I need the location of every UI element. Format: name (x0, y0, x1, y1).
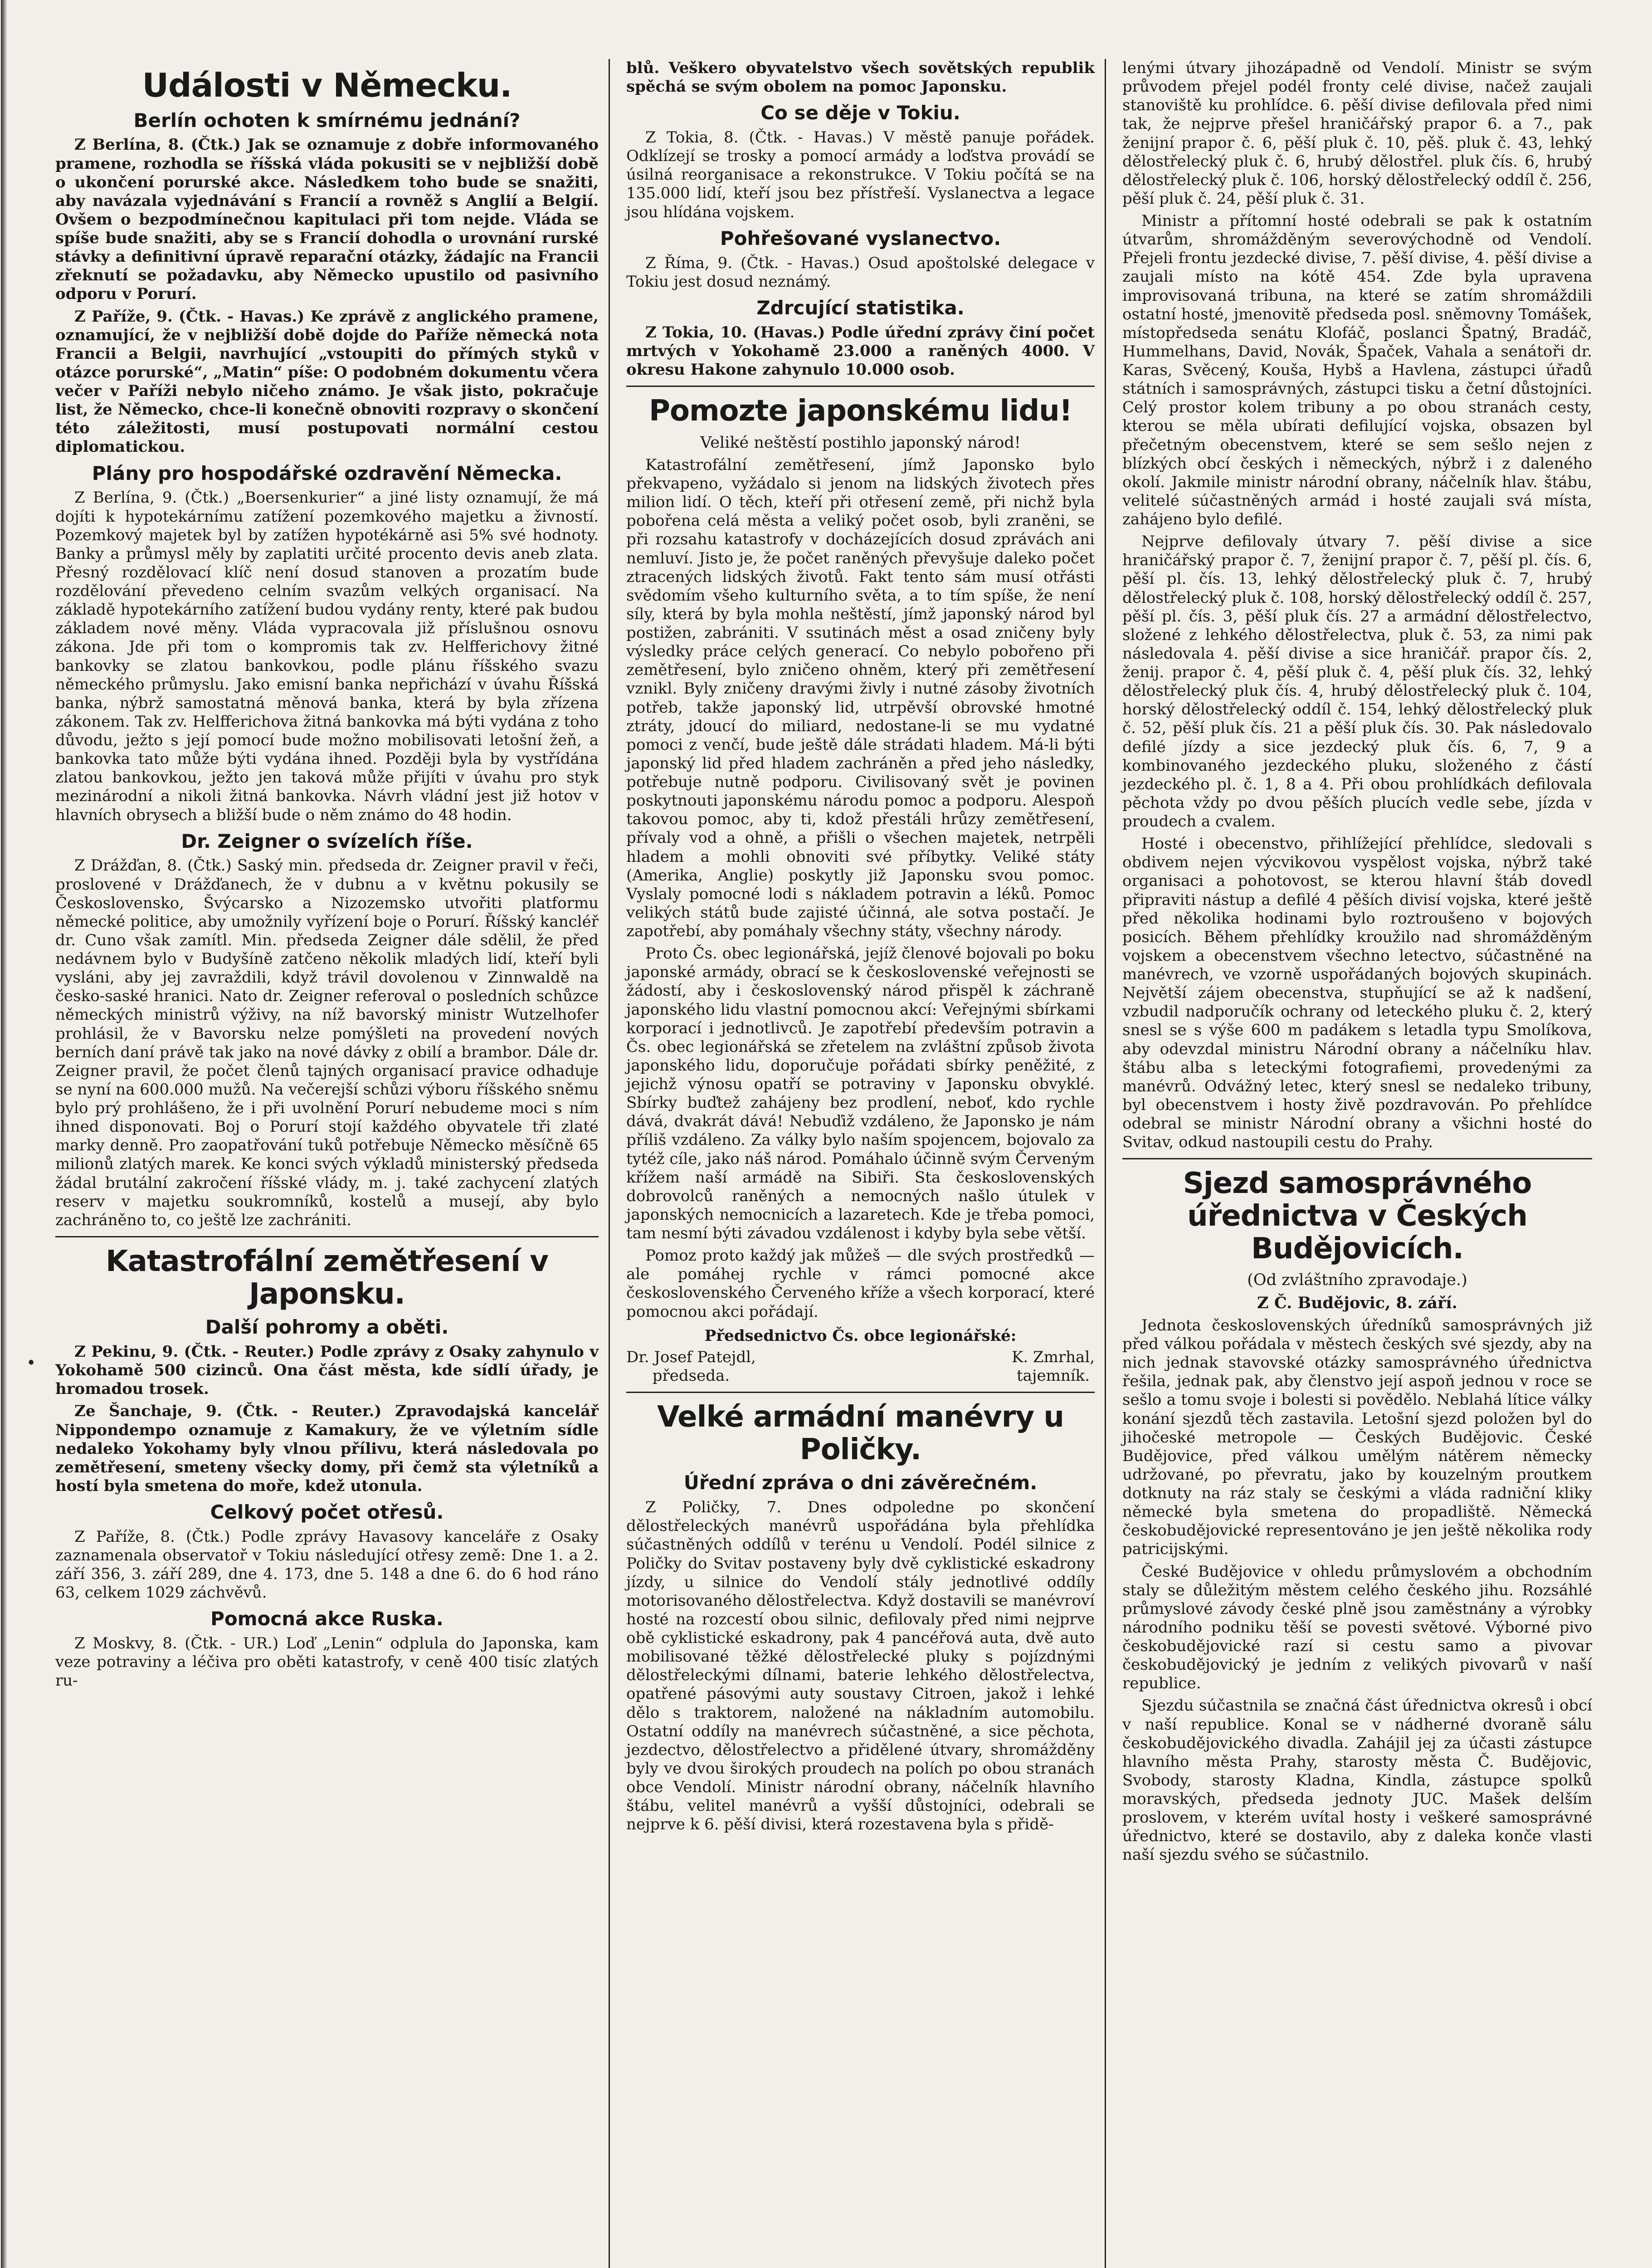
signature-left-name: Dr. Josef Patejdl, (626, 1348, 756, 1366)
column-2 (616, 59, 1106, 2268)
article-heading-germany: Události v Německu. (142, 66, 512, 104)
signature-right (1012, 1348, 1095, 1385)
article-subheading-berlin: Berlín ochoten k smírnému jednání? (133, 109, 521, 132)
signature-right-name: K. Zmrhal, (1012, 1348, 1095, 1366)
article-paragraph: Ministr a přítomní hosté odebrali se pak k ostatním útvarům, shromážděným severovýchodně od Vendolí. Přejeli frontu jezdecké divise, 7. pěší divise, 4. pěší divise a zaujali místo na kótě 454. Zde byla upravena improvisovaná tribuna, na které se zatím shromáždili ostatní hosté, jmenovitě předseda posl. sněmovny Tomášek, místopředseda senátu Klofáč, poslanci Špatný, Bradáč, Hummelhans, David, Novák, Špaček, Vahala a senátoři dr. Karas, Svěcený, Kouša, Hybš a Havlena, zástupci úřadů státních i samosprávných, zástupci tisku a četní důstojníci. Celý prostor kolem tribuny a po obou stranách cesty, kterou se měla ubírati defilující vojska, obsazen byl přečetným obecenstvem, které se sem sešlo nejen z blízkých obcí českých i německých, nýbrž i z daleného okolí. Jakmile ministr národní obrany, náčelník hlav. štábu, velitelé súčastněných armád i hosté zaujali svá místa, zahájeno bylo defilé. (1122, 212, 1592, 528)
column-divider (1122, 1158, 1592, 1159)
article-continuation: lenými útvary jihozápadně od Vendolí. Ministr se svým průvodem přejel podél fronty celé divise, načež zaujali stanoviště ku prohlídce. 6. pěší divise defilovala před nimi tak, že nejprve přešel hraničářský prapor 6. a 7., pak ženijní prapor č. 6, pěší pluk č. 10, pěš. pluk č. 43, lehký dělostřelecký pluk č. 6, hrubý dělostřel. pluk čís. 6, hrubý dělostřelecký pluk č. 106, horský dělostřelecký oddíl č. 256, pěší pluk č. 24, pěší pluk č. 31. (1122, 59, 1592, 208)
article-heading-legation: Pohřešované vyslanectvo. (720, 227, 1001, 249)
column-divider (626, 1392, 1095, 1393)
article-paragraph: Jednota československých úředníků samosprávných již před válkou pořádala v městech českých své sjezdy, aby na nich jednak stavovské otázky samosprávného úřednictva řešila, jednak pak, aby členstvo její aspoň jednou v roce se sešlo a tomu svoje i bolesti si povědělo. Neblahá lítice války konání sjezdů těch zastavila. Letošní sjezd položen byl do jihočeské metropole — Českých Budějovic. České Budějovice, před válkou umělým nátěrem německy udržované, po převratu, jako by kouzelným proutkem dotknuty na ráz staly se českými a vláda radniční kliky německé byla smetena do propadliště. Německá českobudějovické representováno je jen ještě několika rody patricijskými. (1122, 1316, 1592, 1559)
article-heading-economy: Plány pro hospodářské ozdravění Německa. (92, 462, 562, 484)
article-heading-maneuvers: Velké armádní manévry u Poličky. (657, 1400, 1064, 1466)
margin-mark: • (26, 1354, 36, 1373)
signature-heading: Předsednictvo Čs. obce legionářské: (704, 1326, 1017, 1345)
column-3 (1112, 59, 1602, 2268)
article-paragraph: Z Pekinu, 9. (Čtk. - Reuter.) Podle zprávy z Osaky zahynulo v Yokohamě 500 cizinců. Ona část města, kde sídlí úřady, je hromadou trosek. (55, 1343, 599, 1398)
signature-left-role: předseda. (652, 1366, 730, 1385)
article-paragraph: Katastrofální zemětřesení, jímž Japonsko bylo překvapeno, vyžádalo si jenom na lidských životech přes milion lidí. O těch, kteří při otřesení země, při nichž byla pobořena celá města a veliký počet osob, byli zraněni, se při rozsahu katastrofy v docházejících dosud zprávách ani nemluví. Jisto je, že počet raněných převyšuje daleko počet ztracených lidských životů. Fakt tento sám musí otřásti svědomím všeho kulturního světa, a to tím spíše, že není síly, která by byla mohla neštěstí, jímž japonský národ byl postižen, zabrániti. V ssutinách měst a osad zničeny byly výsledky práce celých generací. Co nebylo pobořeno při zemětřesení, bylo zničeno ohněm, který při zemětřesení vznikl. Byly zničeny dravými živly i nutné zásoby životních potřeb, takže japonský lid, utrpěvší obrovské hmotné ztráty, jdoucí do miliard, nedostane-li se mu vydatné pomoci z venčí, bude ještě dále strádati hladem. Má-li býti japonský lid před hladem zachráněn a před jeho následky, potřebuje nutně podporu. Civilisovaný svět je povinen poskytnouti japonskému národu pomoc a podporu. Alespoň takovou pomoc, aby ti, kdož přestáli hrůzy zemětřesení, přívaly vod a ohně, a přišli o všechen majetek, netrpěli hladem a mohli obnoviti své příbytky. Veliké státy (Amerika, Anglie) poskytly již Japonsku svou pomoc. Vyslaly pomocné lodi s nákladem potravin a léků. Pomoc velikých států bude zajisté účinná, ale sotva postačí. Je zapotřebí, aby pomáhaly všechny státy, všechny národy. (626, 455, 1095, 941)
article-continuation: blů. Veškero obyvatelstvo všech sovětských republik spěchá se svým obolem na pomoc Japonsku. (626, 59, 1095, 96)
scan-edge-shadow (1, 0, 7, 2268)
article-paragraph: České Budějovice v ohledu průmyslovém a obchodním staly se důležitým městem celého českého jihu. Rozsáhlé průmyslové závody české plně jsou zaměstnány a výrobky národního podniku těší se povesti světové. Výborné pivo českobudějovické razí si cestu samo a pivovar českobudějovický je jedním z velikých pivovarů v naší republice. (1122, 1562, 1592, 1693)
article-paragraph: Z Drážďan, 8. (Čtk.) Saský min. předseda dr. Zeigner pravil v řeči, proslovené v Drážďanech, že v dubnu a v květnu pokusily se Československo, Švýcarsko a Nizozemsko utvořiti platformu německé politice, aby umožnily vyřízení boje o Porurí. Říšský kancléř dr. Cuno však zamítl. Min. předseda Zeigner dále sdělil, že před nedávnem bylo v Budyšíně zatčeno několik mladých lidí, kteří byli vysláni, aby jej zavraždili, když trávil dovolenou v Zinnwaldě na česko-saské hranici. Nato dr. Zeigner referoval o posledních schůzce německých ministrů výživy, na níž bavorský ministr Wutzelhofer prohlásil, že v Bavorsku nelze pomýšleti na provedení nových berních daní právě tak jako na nové dávky z obilí a brambor. Dále dr. Zeigner pravil, že počet členů tajných organisací pravice odhaduje se nyní na 600.000 mužů. Na večerejší schůzi výboru říšského sněmu bylo prý prohlášeno, že i při uvolnění Porurí nebudeme moci s ním ihned disponovati. Boj o Porurí stojí každého obyvatele tři zlaté marky denně. Pro zaopatřování tuků potřebuje Německo měsíčně 65 milionů zlatých marek. Ke konci svých výkladů ministerský předseda žádal brutální zakročení říšské vlády, m. j. také zachycení zlatých reserv v majetku soukromníků, kostelů a musejí, aby bylo zachráněno to, co ještě lze zachrániti. (55, 856, 599, 1229)
article-paragraph: Z Říma, 9. (Čtk. - Havas.) Osud apoštolské delegace v Tokiu jest dosud neznámý. (626, 254, 1095, 291)
article-heading-earthquake: Katastrofální zemětřesení v Japonsku. (106, 1244, 548, 1311)
article-paragraph: Z Moskvy, 8. (Čtk. - UR.) Loď „Lenin“ odplula do Japonska, kam veze potraviny a léčiva pro oběti katastrofy, v ceně 400 tisíc zlatých ru- (55, 1634, 599, 1690)
column-1 (45, 59, 610, 2268)
article-heading-congress: Sjezd samosprávného úřednictva v Českých Budějovicích. (1183, 1167, 1532, 1266)
article-paragraph: Z Paříže, 8. (Čtk.) Podle zprávy Havasovy kanceláře z Osaky zaznamenala observatoř v Tokiu následující otřesy země: Dne 1. a 2. září 356, 3. září 289, dne 4. 173, dne 5. 148 a dne 6. do 6 hod ráno 63, celkem 1029 záchvěvů. (55, 1527, 599, 1602)
article-paragraph: Z Berlína, 9. (Čtk.) „Boersenkurier“ a jiné listy oznamují, že má dojíti k hypotekárnímu zatížení pozemkového majetku a živností. Pozemkový majetek byl by zatížen hypotékárně asi 5% své hodnoty. Banky a průmysl měly by zaplatiti určité procento devis aneb zlata. Přesný rozdělovací klíč není dosud stanoven a prozatím bude rozdělování převedeno celním svazům velkých organisací. Na základě hypotekárního zatížení budou vydány renty, které pak budou základem nové měny. Vláda vypracovala již příslušnou osnovu zákona. Jde při tom o kompromis tak zv. Helfferichovy žitné bankovky se zlatou bankovkou, podle plánu říšského svazu německého průmyslu. Jako emisní banka nepřichází v úvahu Říšská banka, nýbrž samostatná měnová banka, která by byla zřízena zákonem. Tak zv. Helfferichova žitná bankovka má býti vydána z toho důvodu, ježto s její pomocí bude možno mobilisovati letošní žeň, a bankovka tato může býti vydána ihned. Později byla by vystřídána zlatou bankovkou, ježto jen taková může přijíti v úvahu pro styk mezinárodní a nikoli žitná bankovka. Návrh vládní jest již hotov v hlavních obrysech a bližší bude o něm známo do 48 hodin. (55, 489, 599, 824)
article-paragraph: Ze Šanchaje, 9. (Čtk. - Reuter.) Zpravodajská kancelář Nippondempo oznamuje z Kamakury, že ve výletním sídle nedaleko Yokohamy byly vlnou přílivu, která následovala po zemětřesení, smeteny všecky domy, při čemž sta výletníků a hostí byla smetena do moře, kdež utonula. (55, 1402, 599, 1495)
article-paragraph: Hosté i obecenstvo, přihlížející přehlídce, sledovali s obdivem nejen výcvikovou vyspělost vojska, nýbrž také organisaci a pohotovost, se kterou hlavní štáb dovedl připraviti nástup a defilé 4 pěších divisí vojska, které ještě před několika hodinami bylo roztroušeno v bojových posicích. Během přehlídky kroužilo nad shromážděným vojskem a obecenstvem všechno letectvo, súčastněné na manévrech, ve vzorně uspořádaných bojových skupinách. Největší zájem obecenstva, stupňující se až k nadšení, vzbudil nadporučík ochrany od leteckého pluku č. 2, který snesl se s výše 600 m padákem s letadla typu Smolíkova, aby odevzdal ministru Národní obrany a náčelníku hlav. štábu alba s leteckými fotografiemi, provedenými za manévrů. Odvážný letec, který snesl se nedaleko tribuny, byl obecenstvem i hosty živě pozdravován. Po přehlídce odebral se ministr Národní obrany a všichni hosté do Svitav, odkud nastoupili cestu do Prahy. (1122, 835, 1592, 1152)
article-dateline: Z Č. Budějovic, 8. září. (1257, 1293, 1457, 1312)
article-heading-help-japan: Pomozte japonskému lidu! (649, 394, 1072, 428)
article-paragraph: Z Berlína, 8. (Čtk.) Jak se oznamuje z dobře informovaného pramene, rozhodla se říšská vláda pokusiti se v nejbližší době o ukončení porurské akce. Následkem toho bude se snažiti, aby navázala vyjednávání s Francií a rovněž s Anglií a Belgií. Ovšem o bezpodmínečnou kapitulaci při tom nejde. Vláda se spíše bude snažiti, aby se s Francií dohodla o urovnání rurské stávky a definitivní úpravě reparační otázky, žádajíc na Francii zřeknutí se požadavku, aby Německo upustilo od pasivního odporu v Porurí. (55, 136, 599, 303)
column-divider (626, 386, 1095, 387)
article-paragraph: Z Poličky, 7. Dnes odpoledne po skončení dělostřeleckých manévrů uspořádána byla přehlídka súčastněných oddílů v terénu u Vendolí. Podél silnice z Poličky do Svitav postaveny byly dvě cyklistické eskadrony jízdy, u silnice do Vendolí stály jednotlivé oddíly motorisovaného dělostřelectva. Když dostavili se manévroví hosté na rozcestí obou silnic, defilovaly před nimi nejprve obě cyklistické eskadrony, pak 4 pancéřová auta, dvě auto mobilisované těžké dělostřelecké pluky s pojízdnými dělostřeleckými dílnami, baterie lehkého dělostřelectva, opatřené pásovými auty soustavy Citroen, jakož i lehké dělo s traktorem, naložené na nákladním automobilu. Ostatní oddíly na manévrech súčastněné, a sice pěchota, jezdectvo, dělostřelectvo a přidělené útvary, shromážděny byly ve dvou širokých proudech na polích po obou stranách obce Vendolí. Ministr národní obrany, náčelník hlavního štábu, velitel manévrů a vyšší důstojníci, odebrali se nejprve k 6. pěší divisi, která rozestavena byla s přidě- (626, 1498, 1095, 1834)
article-paragraph: Z Paříže, 9. (Čtk. - Havas.) Ke zprávě z anglického pramene, oznamující, že v nejbližší době dojde do Paříže německá nota Francii a Belgii, navrhující „vstoupiti do přímých styků v otázce porurské“, „Matin“ píše: O podobném dokumentu včera večer v Paříži nebylo ničeho známo. Je však jisto, pokračuje list, že Německo, chce-li konečně obnoviti rozpravy o skončení této záležitosti, musí postupovati normální cestou diplomatickou. (55, 307, 599, 456)
article-paragraph: Nejprve defilovaly útvary 7. pěší divise a sice hraničářský prapor č. 7, ženijní prapor č. 7, pěší pl. čís. 6, pěší pl. čís. 13, lehký dělostřelecký pluk č. 7, hrubý dělostřelecký pluk č. 108, horský dělostřelecký oddíl č. 257, pěší pl. čís. 3, pěší pluk čís. 27 a armádní dělostřelectvo, složené z lehkého dělostřelectva, pluk č. 53, za nimi pak následovala 4. pěší divise a sice hraničář. prapor čís. 2, ženij. prapor č. 4, pěší pluk č. 4, pěší pluk čís. 32, lehký dělostřelecký pluk čís. 4, hrubý dělostřelecký pluk č. 104, horský dělostřelecký oddíl č. 154, lehký dělostřelecký pluk č. 52, pěší pluk čís. 21 a pěší pluk čís. 30. Pak následovalo defilé jízdy a sice jezdecký pluk čís. 6, 7, 9 a kombinovaného jezdeckého pluku, složeného z částí jezdeckého pl. č. 1, 8 a 4. Při obou prohlídkách defilovala pěchota vždy po dvou pěších plucích vedle sebe, jízda v proudech a cvalem. (1122, 533, 1592, 831)
signature-right-role: tajemník. (1016, 1366, 1090, 1385)
article-paragraph: Z Tokia, 10. (Havas.) Podle úřední zprávy činí počet mrtvých v Yokohamě 23.000 a raněných 4000. V okresu Hakone zahynulo 10.000 osob. (626, 323, 1095, 379)
signature-left (626, 1348, 756, 1385)
article-subheading-final-day: Úřední zpráva o dni závěrečném. (683, 1471, 1038, 1494)
columns (45, 59, 1611, 2268)
column-divider (55, 1236, 599, 1237)
article-paragraph: Proto Čs. obec legionářská, jejíž členové bojovali po boku japonské armády, obrací se k československé veřejnosti se žádostí, aby i československý národ přispěl k záchraně japonského lidu vlastní pomocnou akcí: Veřejnými sbírkami korporací i jednotlivců. Je zapotřebí především potravin a Čs. obec legionářská se zřetelem na zvláštní způsob života japonského lidu, doporučuje pořádati sbírky peněžité, z jejichž výnosu opatří se potraviny v Japonsku obvyklé. Sbírky buďtež zahájeny bez prodlení, neboť, kdo rychle dává, dvakrát dává! Nebuďiž vzdáleno, že Japonsko je nám příliš vzdáleno. Za války bylo naším spojencem, bojovalo za tytéž cíle, jako náš národ. Pomáhalo účinně svým Červeným křížem naší armádě na Sibiři. Sta československých dobrovolců raněných a nemocných našlo útulek v japonských nemocnicích a lazaretech. Kde je třeba pomoci, tam nesmí býti závadou vzdálenost i kdyby byla sebe větší. (626, 944, 1095, 1243)
article-heading-russia-aid: Pomocná akce Ruska. (210, 1608, 443, 1630)
article-subheading-victims: Další pohromy a oběti. (205, 1316, 449, 1339)
article-byline: (Od zvláštního zpravodaje.) (1247, 1271, 1467, 1290)
article-paragraph: Sjezdu súčastnila se značná část úřednictva okresů i obcí v naší republice. Konal se v nádherné dvoraně sálu českobudějovického divadla. Zahájil jej za účasti zástupce hlavního města Prahy, starosty města Č. Budějovic, Svobody, starosty Kladna, Kindla, zástupce spolků moravských, předseda jednoty JUC. Mašek delším proslovem, v kterém uvítal hosty i veškeré samosprávné úřednictvo, které se dostavilo, aby z daleka konče vlasti naší sjezdu svého se súčastnilo. (1122, 1696, 1592, 1864)
signatures (626, 1348, 1095, 1385)
article-paragraph: Z Tokia, 8. (Čtk. - Havas.) V městě panuje pořádek. Odklízejí se trosky a pomocí armády a loďstva provádí se úsilná reorganisace a rekonstrukce. V Tokiu počítá se na 135.000 lidí, kteří jsou bez přístřeší. Vyslanectva a legace jsou hlídána vojskem. (626, 128, 1095, 221)
article-intro: Veliké neštěstí postihlo japonský národ! (700, 433, 1021, 452)
article-heading-tokyo: Co se děje v Tokiu. (760, 102, 960, 124)
article-paragraph: Pomoz proto každý jak můžeš — dle svých prostředků — ale pomáhej rychle v rámci pomocné akce československého Červeného kříže a všech korporací, které pomocnou akci pořádají. (626, 1246, 1095, 1321)
article-heading-statistics: Zdrcující statistika. (756, 296, 965, 319)
article-heading-zeigner: Dr. Zeigner o svízelích říše. (181, 830, 473, 852)
article-heading-tremors: Celkový počet otřesů. (210, 1501, 444, 1524)
